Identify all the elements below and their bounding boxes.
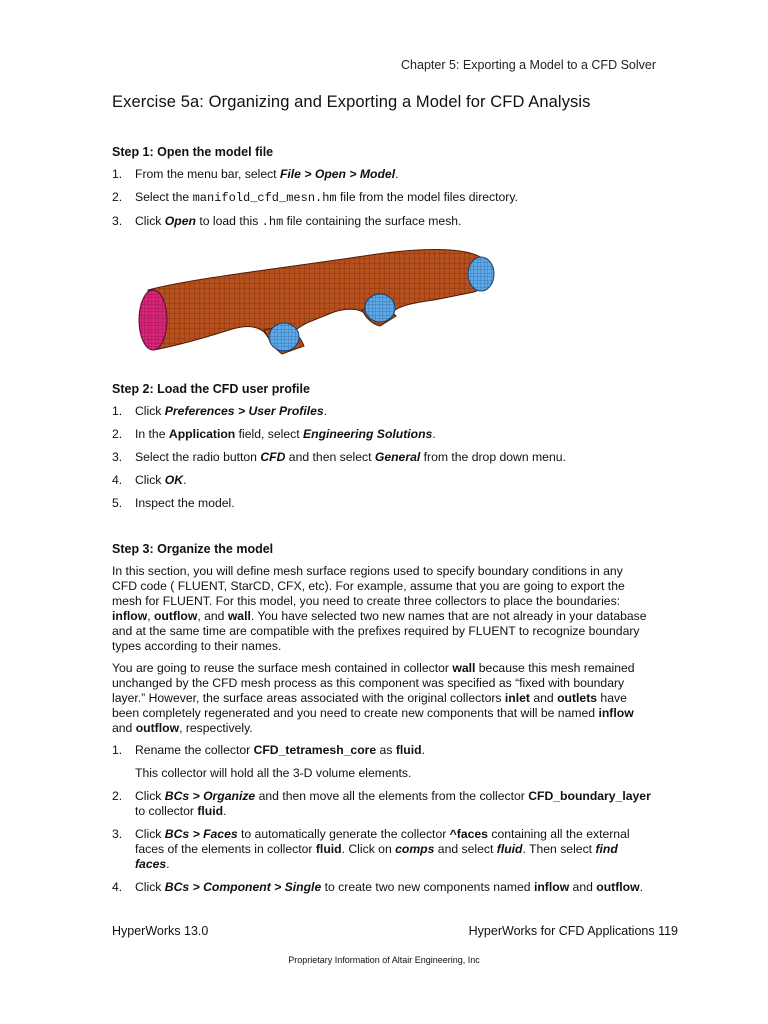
exercise-title: Exercise 5a: Organizing and Exporting a Model for CFD Analysis [112, 93, 591, 111]
proprietary-notice: Proprietary Information of Altair Engineering, Inc [288, 955, 480, 965]
list-item: 3. Click BCs > Faces to automatically generate the collector ^faces containing all the external faces of the elements in collector fluid. Click on comps and select fluid. Then select find faces. [112, 827, 630, 871]
step1-list [112, 167, 672, 230]
manifold-mesh-image [134, 238, 502, 363]
list-item: 2. Select the manifold_cfd_mesn.hm file from the model files directory. [112, 190, 518, 205]
step3-paragraph-1: In this section, you will define mesh surface regions used to specify boundary conditions in any CFD code ( FLUENT, StarCD, CFX, etc). For example, assume that you are going to export the mesh for FLUENT. For this model, you need to create three collectors to place the boundaries: inflow, outflow, and wall. You have selected two new names that are not already in your database and at the same time are compatible with the prefixes required by FLUENT to recognize boundary types according to their names. [112, 564, 647, 653]
list-item: 1. Rename the collector CFD_tetramesh_core as fluid. This collector will hold all the 3-D volume elements. [112, 743, 652, 781]
list-item: 2. Click BCs > Organize and then move all the elements from the collector CFD_boundary_layer to collector fluid. [112, 789, 651, 818]
step3-paragraph-2: You are going to reuse the surface mesh contained in collector wall because this mesh remained unchanged by the CFD mesh process as this component was specified as “fixed with boundary layer.” However, the surface areas associated with the original collectors inlet and outlets have been completely regenerated and you need to create new components that will be named inflow and outflow, respectively. [112, 661, 635, 735]
list-item: 1. Click Preferences > User Profiles. [112, 404, 328, 418]
footer-right: HyperWorks for CFD Applications 119 [468, 924, 678, 938]
step2-heading: Step 2: Load the CFD user profile [112, 382, 310, 396]
list-item: 4. Click OK. [112, 473, 187, 487]
step2-list [112, 404, 672, 511]
list-item: 3. Select the radio button CFD and then select General from the drop down menu. [112, 450, 566, 464]
footer-left: HyperWorks 13.0 [112, 924, 209, 938]
list-item: 2. In the Application field, select Engineering Solutions. [112, 427, 436, 441]
step3-heading: Step 3: Organize the model [112, 542, 274, 556]
step1-heading: Step 1: Open the model file [112, 145, 274, 159]
list-item: 3. Click Open to load this .hm file containing the surface mesh. [112, 214, 462, 229]
list-item: 4. Click BCs > Component > Single to create two new components named inflow and outflow. [112, 880, 643, 894]
list-item-note: This collector will hold all the 3-D volume elements. [135, 766, 412, 780]
chapter-header: Chapter 5: Exporting a Model to a CFD Solver [401, 58, 656, 72]
list-item: 1. From the menu bar, select File > Open > Model. [112, 167, 399, 181]
step3-list [112, 743, 652, 895]
list-item: 5. Inspect the model. [112, 496, 235, 510]
